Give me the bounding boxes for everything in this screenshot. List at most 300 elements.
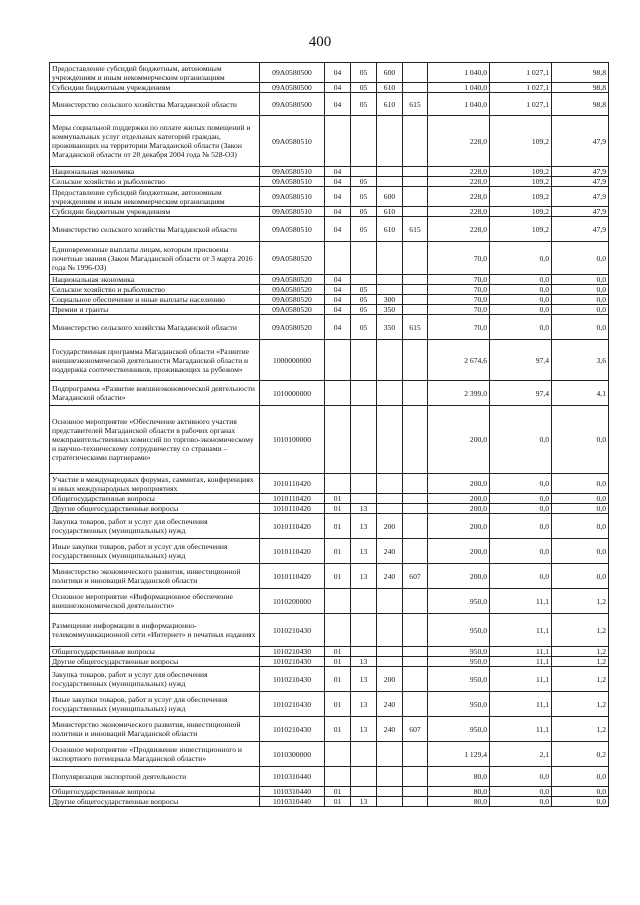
expense-type-code <box>377 406 403 474</box>
table-row <box>50 539 609 564</box>
execution-percent: 47,9 <box>552 116 609 167</box>
table-row <box>50 177 609 187</box>
target-article-code: 1010110420 <box>260 504 325 514</box>
executed-amount: 109,2 <box>490 116 552 167</box>
item-name: Министерство сельского хозяйства Магаданской области <box>50 93 260 116</box>
administrator-code <box>403 742 428 767</box>
administrator-code <box>403 797 428 807</box>
planned-amount: 200,0 <box>428 474 490 494</box>
target-article-code: 09А0580500 <box>260 63 325 83</box>
executed-amount: 0,0 <box>490 504 552 514</box>
expense-type-code: 300 <box>377 295 403 305</box>
section-code: 01 <box>325 667 351 692</box>
target-article-code: 09А0580510 <box>260 207 325 217</box>
subsection-code <box>351 767 377 787</box>
administrator-code <box>403 494 428 504</box>
execution-percent: 0,0 <box>552 787 609 797</box>
executed-amount: 11,1 <box>490 692 552 717</box>
executed-amount: 0,0 <box>490 242 552 275</box>
target-article-code: 1010210430 <box>260 717 325 742</box>
planned-amount: 950,0 <box>428 657 490 667</box>
execution-percent: 4,1 <box>552 381 609 406</box>
target-article-code: 09А0580510 <box>260 116 325 167</box>
executed-amount: 97,4 <box>490 340 552 381</box>
table-row <box>50 504 609 514</box>
item-name: Основное мероприятие «Информационное обеспечение внешнеэкономической деятельности» <box>50 589 260 614</box>
executed-amount: 109,2 <box>490 217 552 242</box>
expense-type-code: 610 <box>377 217 403 242</box>
executed-amount: 0,0 <box>490 564 552 589</box>
item-name: Меры социальной поддержки по оплате жилых помещений и коммунальных услуг отдельных категорий граждан, проживающих на территории Магаданской области (Закон Магаданской области от 28 декабря 2004 года № 528-ОЗ) <box>50 116 260 167</box>
execution-percent: 98,8 <box>552 83 609 93</box>
expense-type-code <box>377 742 403 767</box>
administrator-code <box>403 381 428 406</box>
section-code: 01 <box>325 787 351 797</box>
execution-percent: 47,9 <box>552 217 609 242</box>
section-code: 04 <box>325 295 351 305</box>
table-row <box>50 657 609 667</box>
executed-amount: 0,0 <box>490 787 552 797</box>
subsection-code: 05 <box>351 295 377 305</box>
execution-percent: 0,0 <box>552 474 609 494</box>
section-code: 04 <box>325 285 351 295</box>
planned-amount: 200,0 <box>428 539 490 564</box>
section-code <box>325 381 351 406</box>
executed-amount: 109,2 <box>490 187 552 207</box>
subsection-code <box>351 647 377 657</box>
item-name: Министерство экономического развития, инвестиционной политики и инноваций Магаданской области <box>50 717 260 742</box>
execution-percent: 1,2 <box>552 667 609 692</box>
subsection-code <box>351 116 377 167</box>
target-article-code: 09А0580510 <box>260 167 325 177</box>
item-name: Другие общегосударственные вопросы <box>50 797 260 807</box>
administrator-code <box>403 305 428 315</box>
planned-amount: 950,0 <box>428 667 490 692</box>
subsection-code: 13 <box>351 692 377 717</box>
subsection-code <box>351 406 377 474</box>
executed-amount: 0,0 <box>490 275 552 285</box>
item-name: Подпрограмма «Развитие внешнеэкономической деятельности Магаданской области» <box>50 381 260 406</box>
table-row <box>50 305 609 315</box>
subsection-code: 05 <box>351 217 377 242</box>
table-row <box>50 217 609 242</box>
section-code: 01 <box>325 539 351 564</box>
administrator-code <box>403 406 428 474</box>
subsection-code: 05 <box>351 83 377 93</box>
expense-type-code <box>377 381 403 406</box>
section-code <box>325 474 351 494</box>
subsection-code <box>351 167 377 177</box>
target-article-code: 1010300000 <box>260 742 325 767</box>
subsection-code <box>351 614 377 647</box>
item-name: Закупка товаров, работ и услуг для обеспечения государственных (муниципальных) нужд <box>50 514 260 539</box>
subsection-code: 05 <box>351 207 377 217</box>
subsection-code: 05 <box>351 187 377 207</box>
section-code: 04 <box>325 83 351 93</box>
target-article-code: 09А0580510 <box>260 217 325 242</box>
item-name: Иные закупки товаров, работ и услуг для обеспечения государственных (муниципальных) нужд <box>50 692 260 717</box>
expense-type-code: 200 <box>377 514 403 539</box>
section-code: 04 <box>325 177 351 187</box>
section-code: 04 <box>325 275 351 285</box>
target-article-code: 1010210430 <box>260 667 325 692</box>
subsection-code: 13 <box>351 539 377 564</box>
executed-amount: 0,0 <box>490 494 552 504</box>
item-name: Иные закупки товаров, работ и услуг для обеспечения государственных (муниципальных) нужд <box>50 539 260 564</box>
planned-amount: 1 040,0 <box>428 63 490 83</box>
item-name: Предоставление субсидий бюджетным, автономным учреждениям и иным некоммерческим организациям <box>50 63 260 83</box>
execution-percent: 0,0 <box>552 406 609 474</box>
section-code: 04 <box>325 93 351 116</box>
table-row <box>50 242 609 275</box>
target-article-code: 1010200000 <box>260 589 325 614</box>
table-row <box>50 474 609 494</box>
administrator-code: 615 <box>403 315 428 340</box>
item-name: Основное мероприятие «Продвижение инвестиционного и экспортного потенциала Магаданской области» <box>50 742 260 767</box>
executed-amount: 109,2 <box>490 177 552 187</box>
subsection-code <box>351 494 377 504</box>
planned-amount: 228,0 <box>428 177 490 187</box>
executed-amount: 0,0 <box>490 305 552 315</box>
section-code: 01 <box>325 647 351 657</box>
subsection-code: 05 <box>351 93 377 116</box>
section-code: 01 <box>325 692 351 717</box>
section-code: 01 <box>325 564 351 589</box>
executed-amount: 1 027,1 <box>490 93 552 116</box>
section-code <box>325 589 351 614</box>
table-row <box>50 83 609 93</box>
target-article-code: 09А0580500 <box>260 83 325 93</box>
table-row <box>50 295 609 305</box>
section-code: 01 <box>325 504 351 514</box>
administrator-code <box>403 83 428 93</box>
item-name: Единовременные выплаты лицам, которым присвоены почетные звания (Закон Магаданской области от 3 марта 2016 года № 1996-ОЗ) <box>50 242 260 275</box>
executed-amount: 0,0 <box>490 767 552 787</box>
executed-amount: 109,2 <box>490 167 552 177</box>
execution-percent: 0,0 <box>552 285 609 295</box>
administrator-code: 607 <box>403 717 428 742</box>
target-article-code: 1010310440 <box>260 797 325 807</box>
administrator-code <box>403 63 428 83</box>
page-number: 400 <box>308 34 332 50</box>
planned-amount: 2 399,0 <box>428 381 490 406</box>
expense-type-code <box>377 177 403 187</box>
table-row <box>50 207 609 217</box>
table-row <box>50 589 609 614</box>
item-name: Премии и гранты <box>50 305 260 315</box>
expense-type-code: 240 <box>377 539 403 564</box>
item-name: Национальная экономика <box>50 275 260 285</box>
executed-amount: 0,0 <box>490 539 552 564</box>
planned-amount: 70,0 <box>428 242 490 275</box>
expense-type-code <box>377 242 403 275</box>
executed-amount: 11,1 <box>490 667 552 692</box>
section-code: 04 <box>325 167 351 177</box>
table-row <box>50 514 609 539</box>
administrator-code <box>403 187 428 207</box>
section-code: 04 <box>325 217 351 242</box>
administrator-code <box>403 647 428 657</box>
table-row <box>50 742 609 767</box>
item-name: Другие общегосударственные вопросы <box>50 657 260 667</box>
executed-amount: 0,0 <box>490 514 552 539</box>
table-row <box>50 340 609 381</box>
target-article-code: 1010110420 <box>260 514 325 539</box>
administrator-code <box>403 514 428 539</box>
execution-percent: 0,0 <box>552 767 609 787</box>
execution-percent: 0,0 <box>552 564 609 589</box>
table-row <box>50 315 609 340</box>
expense-type-code: 600 <box>377 63 403 83</box>
execution-percent: 1,2 <box>552 692 609 717</box>
execution-percent: 0,0 <box>552 242 609 275</box>
subsection-code <box>351 381 377 406</box>
executed-amount: 2,1 <box>490 742 552 767</box>
item-name: Сельское хозяйство и рыболовство <box>50 285 260 295</box>
executed-amount: 11,1 <box>490 657 552 667</box>
administrator-code <box>403 657 428 667</box>
item-name: Размещение информации в информационно-телекоммуникационной сети «Интернет» и печатных изданиях <box>50 614 260 647</box>
item-name: Популяризация экспортной деятельности <box>50 767 260 787</box>
administrator-code <box>403 242 428 275</box>
expense-type-code: 200 <box>377 667 403 692</box>
table-row <box>50 93 609 116</box>
administrator-code <box>403 787 428 797</box>
execution-percent: 1,2 <box>552 647 609 657</box>
section-code: 01 <box>325 657 351 667</box>
planned-amount: 80,0 <box>428 767 490 787</box>
administrator-code: 615 <box>403 93 428 116</box>
table-row <box>50 116 609 167</box>
section-code <box>325 742 351 767</box>
execution-percent: 0,2 <box>552 742 609 767</box>
executed-amount: 109,2 <box>490 207 552 217</box>
administrator-code <box>403 504 428 514</box>
planned-amount: 200,0 <box>428 564 490 589</box>
planned-amount: 200,0 <box>428 514 490 539</box>
item-name: Субсидии бюджетным учреждениям <box>50 207 260 217</box>
execution-percent: 47,9 <box>552 177 609 187</box>
section-code: 01 <box>325 514 351 539</box>
subsection-code <box>351 474 377 494</box>
subsection-code <box>351 340 377 381</box>
execution-percent: 0,0 <box>552 315 609 340</box>
section-code: 01 <box>325 494 351 504</box>
administrator-code <box>403 207 428 217</box>
executed-amount: 0,0 <box>490 315 552 340</box>
table-row <box>50 406 609 474</box>
section-code: 04 <box>325 63 351 83</box>
expense-type-code <box>377 657 403 667</box>
administrator-code <box>403 539 428 564</box>
item-name: Участие в международных форумах, саммитах, конференциях и иных международных мероприятиях <box>50 474 260 494</box>
table-row <box>50 494 609 504</box>
section-code <box>325 242 351 275</box>
execution-percent: 0,0 <box>552 504 609 514</box>
section-code <box>325 116 351 167</box>
subsection-code: 13 <box>351 564 377 589</box>
table-row <box>50 647 609 657</box>
target-article-code: 1010110420 <box>260 564 325 589</box>
subsection-code: 13 <box>351 717 377 742</box>
expense-type-code <box>377 494 403 504</box>
table-row <box>50 614 609 647</box>
section-code: 04 <box>325 187 351 207</box>
planned-amount: 950,0 <box>428 692 490 717</box>
subsection-code: 05 <box>351 315 377 340</box>
expense-type-code <box>377 116 403 167</box>
planned-amount: 70,0 <box>428 275 490 285</box>
execution-percent: 47,9 <box>552 207 609 217</box>
administrator-code <box>403 177 428 187</box>
planned-amount: 200,0 <box>428 504 490 514</box>
target-article-code: 1010110420 <box>260 474 325 494</box>
expense-type-code: 240 <box>377 717 403 742</box>
expense-type-code: 610 <box>377 207 403 217</box>
executed-amount: 11,1 <box>490 717 552 742</box>
item-name: Министерство сельского хозяйства Магаданской области <box>50 315 260 340</box>
planned-amount: 228,0 <box>428 207 490 217</box>
executed-amount: 11,1 <box>490 614 552 647</box>
expense-type-code <box>377 167 403 177</box>
planned-amount: 80,0 <box>428 787 490 797</box>
table-row <box>50 667 609 692</box>
planned-amount: 80,0 <box>428 797 490 807</box>
executed-amount: 97,4 <box>490 381 552 406</box>
subsection-code: 05 <box>351 305 377 315</box>
administrator-code <box>403 167 428 177</box>
planned-amount: 70,0 <box>428 315 490 340</box>
target-article-code: 09А0580500 <box>260 93 325 116</box>
table-row <box>50 63 609 83</box>
table-row <box>50 797 609 807</box>
administrator-code <box>403 667 428 692</box>
planned-amount: 70,0 <box>428 305 490 315</box>
planned-amount: 950,0 <box>428 717 490 742</box>
planned-amount: 200,0 <box>428 494 490 504</box>
expense-type-code <box>377 275 403 285</box>
section-code: 04 <box>325 315 351 340</box>
execution-percent: 98,8 <box>552 63 609 83</box>
execution-percent: 47,9 <box>552 187 609 207</box>
executed-amount: 0,0 <box>490 285 552 295</box>
subsection-code <box>351 589 377 614</box>
budget-table <box>49 62 609 807</box>
item-name: Общегосударственные вопросы <box>50 787 260 797</box>
subsection-code: 13 <box>351 667 377 692</box>
target-article-code: 09А0580520 <box>260 285 325 295</box>
planned-amount: 950,0 <box>428 647 490 657</box>
planned-amount: 70,0 <box>428 295 490 305</box>
target-article-code: 09А0580520 <box>260 305 325 315</box>
expense-type-code: 240 <box>377 692 403 717</box>
target-article-code: 1010310440 <box>260 787 325 797</box>
execution-percent: 0,0 <box>552 514 609 539</box>
expense-type-code <box>377 504 403 514</box>
administrator-code <box>403 285 428 295</box>
execution-percent: 1,2 <box>552 717 609 742</box>
executed-amount: 1 027,1 <box>490 63 552 83</box>
execution-percent: 1,2 <box>552 657 609 667</box>
section-code: 01 <box>325 717 351 742</box>
administrator-code <box>403 589 428 614</box>
table-row <box>50 767 609 787</box>
administrator-code <box>403 116 428 167</box>
item-name: Сельское хозяйство и рыболовство <box>50 177 260 187</box>
expense-type-code: 610 <box>377 93 403 116</box>
section-code <box>325 340 351 381</box>
table-row <box>50 787 609 797</box>
section-code <box>325 614 351 647</box>
subsection-code: 13 <box>351 504 377 514</box>
target-article-code: 1010110420 <box>260 539 325 564</box>
table-row <box>50 717 609 742</box>
execution-percent: 1,2 <box>552 614 609 647</box>
expense-type-code: 600 <box>377 187 403 207</box>
execution-percent: 0,0 <box>552 797 609 807</box>
planned-amount: 1 129,4 <box>428 742 490 767</box>
item-name: Министерство сельского хозяйства Магаданской области <box>50 217 260 242</box>
section-code <box>325 406 351 474</box>
expense-type-code <box>377 797 403 807</box>
planned-amount: 950,0 <box>428 614 490 647</box>
expense-type-code <box>377 614 403 647</box>
table-row <box>50 564 609 589</box>
executed-amount: 11,1 <box>490 589 552 614</box>
expense-type-code: 240 <box>377 564 403 589</box>
subsection-code <box>351 275 377 285</box>
target-article-code: 09А0580510 <box>260 177 325 187</box>
item-name: Министерство экономического развития, инвестиционной политики и инноваций Магаданской области <box>50 564 260 589</box>
subsection-code <box>351 742 377 767</box>
administrator-code <box>403 295 428 305</box>
administrator-code: 607 <box>403 564 428 589</box>
target-article-code: 1010210430 <box>260 692 325 717</box>
subsection-code: 13 <box>351 797 377 807</box>
administrator-code <box>403 767 428 787</box>
item-name: Закупка товаров, работ и услуг для обеспечения государственных (муниципальных) нужд <box>50 667 260 692</box>
item-name: Общегосударственные вопросы <box>50 494 260 504</box>
item-name: Социальное обеспечение и иные выплаты населению <box>50 295 260 305</box>
target-article-code: 1010110420 <box>260 494 325 504</box>
administrator-code: 615 <box>403 217 428 242</box>
planned-amount: 228,0 <box>428 116 490 167</box>
subsection-code <box>351 242 377 275</box>
expense-type-code <box>377 474 403 494</box>
target-article-code: 09А0580520 <box>260 275 325 285</box>
target-article-code: 09А0580510 <box>260 187 325 207</box>
table-row <box>50 167 609 177</box>
target-article-code: 1010100000 <box>260 406 325 474</box>
execution-percent: 1,2 <box>552 589 609 614</box>
target-article-code: 1010310440 <box>260 767 325 787</box>
execution-percent: 47,9 <box>552 167 609 177</box>
expense-type-code: 350 <box>377 315 403 340</box>
target-article-code: 09А0580520 <box>260 242 325 275</box>
table-row <box>50 381 609 406</box>
item-name: Национальная экономика <box>50 167 260 177</box>
execution-percent: 0,0 <box>552 275 609 285</box>
expense-type-code: 350 <box>377 305 403 315</box>
expense-type-code: 610 <box>377 83 403 93</box>
subsection-code: 13 <box>351 514 377 539</box>
target-article-code: 09А0580520 <box>260 295 325 305</box>
expense-type-code <box>377 647 403 657</box>
planned-amount: 228,0 <box>428 217 490 242</box>
expense-type-code <box>377 767 403 787</box>
executed-amount: 0,0 <box>490 406 552 474</box>
expense-type-code <box>377 787 403 797</box>
